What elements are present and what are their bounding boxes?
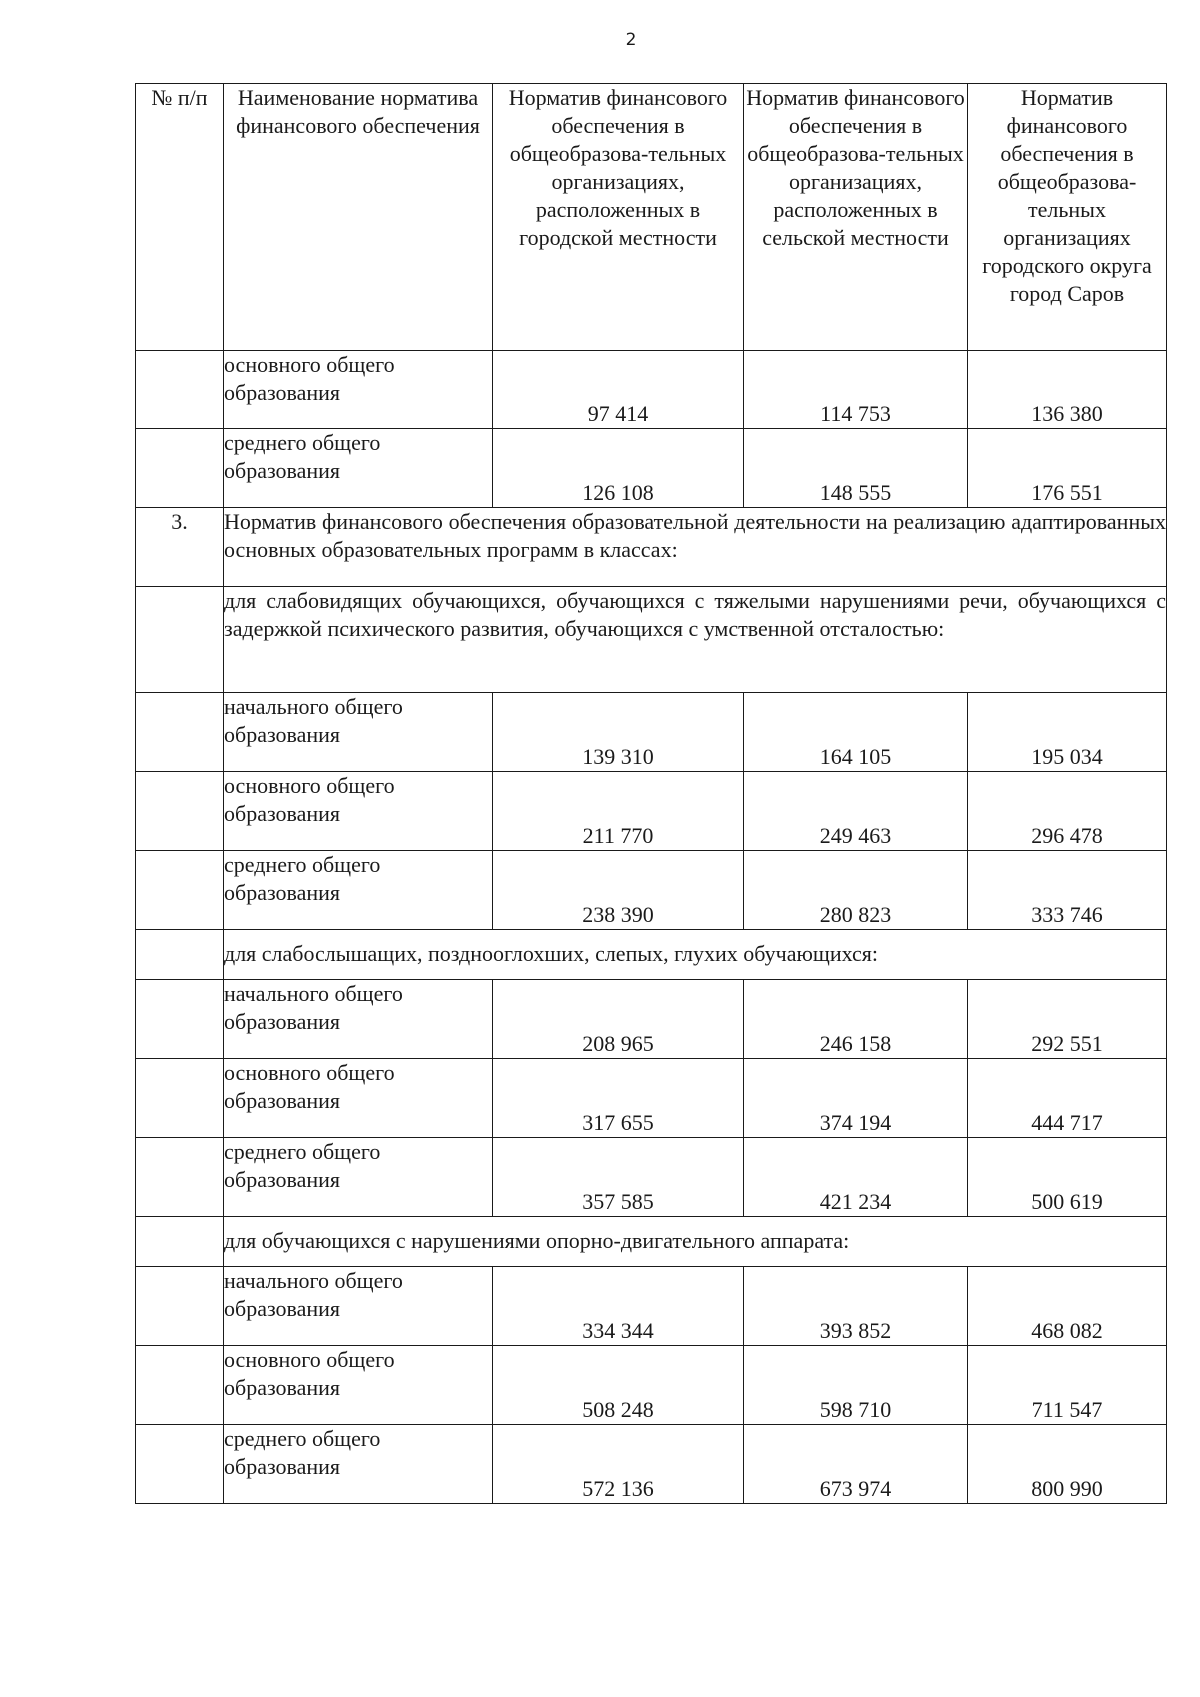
value-urban: 97 414: [493, 351, 744, 429]
table-row: [136, 772, 1167, 851]
value-urban: 208 965: [493, 980, 744, 1059]
group-title: для обучающихся с нарушениями опорно-двигательного аппарата:: [224, 1217, 1167, 1267]
group-title-row: [136, 587, 1167, 693]
value-urban: 139 310: [493, 693, 744, 772]
table-row: [136, 693, 1167, 772]
value-sarov: 333 746: [968, 851, 1167, 930]
row-label: основного общего образования: [224, 1346, 493, 1425]
value-rural: 280 823: [744, 851, 968, 930]
value-rural: 374 194: [744, 1059, 968, 1138]
value-urban: 357 585: [493, 1138, 744, 1217]
group-title-row: [136, 1217, 1167, 1267]
section-row: [136, 508, 1167, 587]
row-num: [136, 1267, 224, 1346]
group-title-row: [136, 930, 1167, 980]
row-label: начального общего образования: [224, 1267, 493, 1346]
header-urban: Норматив финансового обеспечения в общеобразова-тельных организациях, расположенных в городской местности: [493, 84, 744, 351]
page-number: 2: [625, 30, 637, 50]
row-num: [136, 1138, 224, 1217]
value-rural: 393 852: [744, 1267, 968, 1346]
value-urban: 238 390: [493, 851, 744, 930]
row-num: [136, 851, 224, 930]
row-label: среднего общего образования: [224, 1138, 493, 1217]
row-num: [136, 351, 224, 429]
header-rural: Норматив финансового обеспечения в общеобразова-тельных организациях, расположенных в сельской местности: [744, 84, 968, 351]
table-row: [136, 1138, 1167, 1217]
value-sarov: 176 551: [968, 429, 1167, 508]
financial-norms-table: [135, 83, 1167, 1504]
value-rural: 249 463: [744, 772, 968, 851]
value-rural: 421 234: [744, 1138, 968, 1217]
row-num: [136, 1059, 224, 1138]
value-sarov: 292 551: [968, 980, 1167, 1059]
header-sarov: Норматив финансового обеспечения в общеобразова-тельных организациях городского округа город Саров: [968, 84, 1167, 351]
row-label: основного общего образования: [224, 1059, 493, 1138]
row-num: [136, 429, 224, 508]
value-sarov: 800 990: [968, 1425, 1167, 1504]
table-row: [136, 1425, 1167, 1504]
row-num: [136, 1346, 224, 1425]
table-row: [136, 351, 1167, 429]
table-row: [136, 1059, 1167, 1138]
row-label: основного общего образования: [224, 351, 493, 429]
header-num: № п/п: [136, 84, 224, 351]
value-rural: 164 105: [744, 693, 968, 772]
value-rural: 246 158: [744, 980, 968, 1059]
row-num: [136, 772, 224, 851]
row-label: начального общего образования: [224, 693, 493, 772]
value-sarov: 468 082: [968, 1267, 1167, 1346]
section-title: Норматив финансового обеспечения образовательной деятельности на реализацию адаптированных основных образовательных программ в классах:: [224, 508, 1167, 587]
value-urban: 508 248: [493, 1346, 744, 1425]
table-row: [136, 429, 1167, 508]
value-urban: 211 770: [493, 772, 744, 851]
table-row: [136, 980, 1167, 1059]
value-sarov: 195 034: [968, 693, 1167, 772]
row-num: [136, 587, 224, 693]
value-urban: 317 655: [493, 1059, 744, 1138]
value-urban: 126 108: [493, 429, 744, 508]
row-num: [136, 980, 224, 1059]
row-num: [136, 1425, 224, 1504]
table-row: [136, 1267, 1167, 1346]
header-name: Наименование норматива финансового обеспечения: [224, 84, 493, 351]
row-label: среднего общего образования: [224, 429, 493, 508]
row-label: начального общего образования: [224, 980, 493, 1059]
table-header-row: [136, 84, 1167, 351]
value-rural: 673 974: [744, 1425, 968, 1504]
row-num: [136, 1217, 224, 1267]
value-sarov: 136 380: [968, 351, 1167, 429]
group-title: для слабослышащих, позднооглохших, слепых, глухих обучающихся:: [224, 930, 1167, 980]
row-label: среднего общего образования: [224, 851, 493, 930]
row-label: среднего общего образования: [224, 1425, 493, 1504]
value-sarov: 500 619: [968, 1138, 1167, 1217]
value-urban: 334 344: [493, 1267, 744, 1346]
value-urban: 572 136: [493, 1425, 744, 1504]
table-row: [136, 851, 1167, 930]
section-num: 3.: [136, 508, 224, 587]
value-sarov: 296 478: [968, 772, 1167, 851]
row-label: основного общего образования: [224, 772, 493, 851]
value-sarov: 711 547: [968, 1346, 1167, 1425]
row-num: [136, 693, 224, 772]
value-sarov: 444 717: [968, 1059, 1167, 1138]
value-rural: 148 555: [744, 429, 968, 508]
table-row: [136, 1346, 1167, 1425]
row-num: [136, 930, 224, 980]
value-rural: 598 710: [744, 1346, 968, 1425]
group-title: для слабовидящих обучающихся, обучающихся с тяжелыми нарушениями речи, обучающихся с задержкой психического развития, обучающихся с умственной отсталостью:: [224, 587, 1167, 693]
value-rural: 114 753: [744, 351, 968, 429]
